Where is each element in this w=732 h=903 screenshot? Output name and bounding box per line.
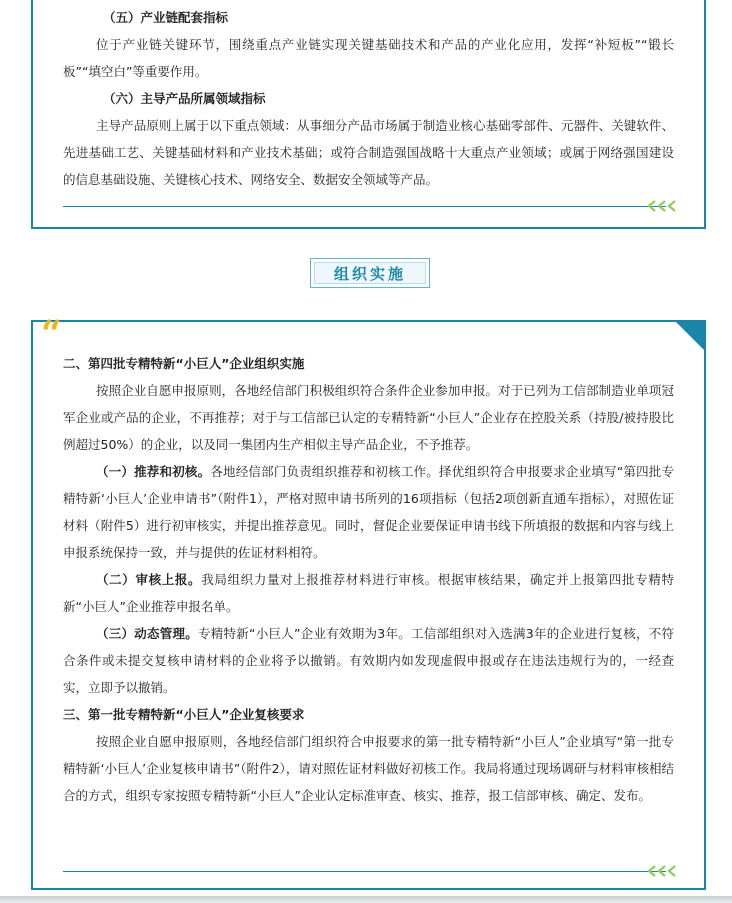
triple-chevron-icon [646,864,682,878]
implementation-card [31,313,706,890]
section6-body: 主导产品原则上属于以下重点领域：从事细分产品市场属于制造业核心基础零部件、元器件、关键软件、先进基础工艺、关键基础材料和产业技术基础；或符合制造强国战略十大重点产业领域；或属于网络强国建设的信息基础设施、关键核心技术、网络安全、数据安全领域等产品。 [63,118,674,187]
item3-title: （三）动态管理。 [96,626,199,641]
quote-mark-icon: “ [41,313,62,355]
implementation-content [63,350,674,809]
criteria-content [63,4,674,193]
item3-body: 专精特新“小巨人”企业有效期为3年。工信部组织对入选满3年的企业进行复核，不符合条件或未提交复核申请材料的企业将予以撤销。有效期内如发现虚假申报或存在违法违规行为的，一经查实，立即予以撤销。 [63,626,674,695]
para-part3: 按照企业自愿申报原则，各地经信部门组织符合申报要求的第一批专精特新“小巨人”企业填写“第一批专精特新‘小巨人’企业复核申请书”（附件2），请对照佐证材料做好初核工作。我局将通过现场调研与材料审核相结合的方式，组织专家按照专精特新“小巨人”企业认定标准审查、核实、推荐，报工信部审核、确定、发布。 [63,734,674,803]
section-label-text: 组织实施 [333,264,406,283]
section6-title: （六）主导产品所属领域指标 [103,91,266,106]
heading-part2: 二、第四批专精特新“小巨人”企业组织实施 [63,356,305,371]
heading-part3: 三、第一批专精特新“小巨人”企业复核要求 [63,707,305,722]
criteria-card [31,0,706,229]
section5-title: （五）产业链配套指标 [103,10,229,25]
item2-paragraph [63,566,674,620]
item2-title: （二）审核上报。 [96,572,202,587]
item2-body: 我局组织力量对上报推荐材料进行审核。根据审核结果，确定并上报第四批专精特新“小巨人”企业推荐申报名单。 [63,572,674,614]
item3-paragraph [63,620,674,701]
section5-body: 位于产业链关键环节，围绕重点产业链实现关键基础技术和产品的产业化应用，发挥“补短板”“锻长板”“填空白”等重要作用。 [63,37,674,79]
item1-body: 各地经信部门负责组织推荐和初核工作。择优组织符合申报要求企业填写“第四批专精特新‘小巨人’企业申请书”（附件1），严格对照申请书所列的16项指标（包括2项创新直通车指标），对照佐证材料（附件5）进行初审核实，并提出推荐意见。同时，督促企业要保证申请书线下所填报的数据和内容与线上申报系统保持一致，并与提供的佐证材料相符。 [63,464,674,560]
para-part2-intro: 按照企业自愿申报原则，各地经信部门积极组织符合条件企业参加申报。对于已列为工信部制造业单项冠军企业或产品的企业，不再推荐；对于与工信部已认定的专精特新“小巨人”企业存在控股关系（持股/被持股比例超过50%）的企业，以及同一集团内生产相似主导产品企业，不予推荐。 [63,383,674,452]
triple-chevron-icon [646,199,682,213]
item1-paragraph [63,458,674,566]
card-divider [63,871,666,872]
section-label [310,258,430,288]
page-bottom-strip [0,896,732,903]
item1-title: （一）推荐和初核。 [96,464,211,479]
corner-triangle-icon [674,320,706,352]
card-divider [63,206,666,207]
